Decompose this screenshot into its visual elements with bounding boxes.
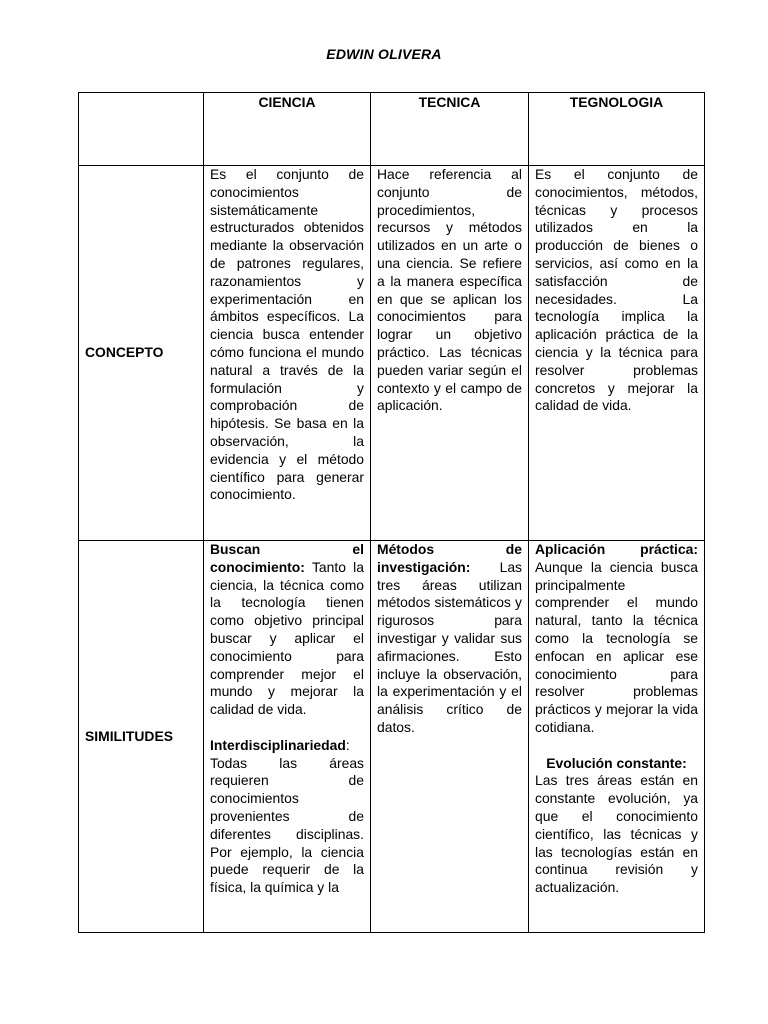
concepto-tecnica-text: Hace referencia al conjunto de procedimientos, recursos y métodos utilizados en un arte o una ciencia. Se refiere a la manera específica en que se aplican los conocimientos para lograr un objetivo práctico. Las técnicas pueden variar según el contexto y el campo de aplicación. [377, 166, 522, 414]
header-cell-ciencia: CIENCIA [204, 93, 371, 166]
cell-similitudes-ciencia [204, 541, 371, 933]
header-cell-tecnica: TECNICA [371, 93, 529, 166]
similitudes-tecnica-text1: Las tres áreas utilizan métodos sistemáticos y rigurosos para investigar y validar sus afirmaciones. Esto incluye la observación, la experimentación y el análisis crítico de datos. [377, 558, 522, 735]
cell-similitudes-tecnica [371, 541, 529, 933]
comparison-table [78, 92, 705, 933]
similitudes-tecnologia-block1 [535, 541, 698, 737]
cell-concepto-tecnica [371, 166, 529, 541]
similitudes-ciencia-text2: Todas las áreas requieren de conocimientos provenientes de diferentes disciplinas. Por ejemplo, la ciencia puede requerir de la física, la química y la [210, 754, 364, 896]
similitudes-tecnica-block1 [377, 541, 522, 737]
similitudes-ciencia-block2 [210, 737, 364, 897]
similitudes-tecnologia-subhead2: Evolución constante: [546, 754, 687, 771]
similitudes-ciencia-subhead2: Interdisciplinariedad [210, 736, 346, 753]
concepto-tecnologia-text: Es el conjunto de conocimientos, métodos, técnicas y procesos utilizados en la producción de bienes o servicios, así como en la satisfacción de necesidades. La tecnología implica la aplicación práctica de la ciencia y la técnica para resolver problemas concretos y mejorar la calidad de vida. [535, 166, 698, 414]
similitudes-tecnologia-text1: Aunque la ciencia busca principalmente comprender el mundo natural, tanto la técnica como la tecnología se enfocan en aplicar ese conocimiento para resolver problemas prácticos y mejorar la vida cotidiana. [535, 558, 698, 735]
similitudes-ciencia-subhead1: Buscan el conocimiento: [210, 541, 364, 575]
similitudes-ciencia-text1: Tanto la ciencia, la técnica como la tecnología tienen como objetivo principal buscar y aplicar el conocimiento para comprender mejor el mundo y mejorar la calidad de vida. [210, 558, 364, 718]
table-row-similitudes [79, 541, 705, 933]
document-title: EDWIN OLIVERA [326, 46, 442, 62]
table-row-concepto [79, 166, 705, 541]
header-cell-empty [79, 93, 204, 166]
similitudes-ciencia-block1 [210, 541, 364, 719]
cell-similitudes-tecnologia [529, 541, 705, 933]
similitudes-tecnologia-subhead1: Aplicación práctica: [535, 541, 698, 557]
similitudes-tecnologia-subhead2-wrap [535, 755, 698, 773]
row-label-similitudes: SIMILITUDES [79, 541, 204, 933]
similitudes-tecnologia-text2: Las tres áreas están en constante evolución, ya que el conocimiento científico, las técnicas y las tecnologías están en continua revisión y actualización. [535, 772, 698, 896]
similitudes-ciencia-subhead2-colon: : [345, 736, 350, 753]
table-header-row [79, 93, 705, 166]
cell-concepto-tecnologia [529, 166, 705, 541]
header-cell-tecnologia: TEGNOLOGIA [529, 93, 705, 166]
concepto-ciencia-text: Es el conjunto de conocimientos sistemáticamente estructurados obtenidos mediante la observación de patrones regulares, razonamientos y experimentación en ámbitos específicos. La ciencia busca entender cómo funciona el mundo natural a través de la formulación y comprobación de hipótesis. Se basa en la observación, la evidencia y el método científico para generar conocimiento. [210, 166, 364, 503]
cell-concepto-ciencia [204, 166, 371, 541]
row-label-concepto: CONCEPTO [79, 166, 204, 541]
similitudes-tecnica-subhead1: Métodos de investigación: [377, 541, 522, 575]
